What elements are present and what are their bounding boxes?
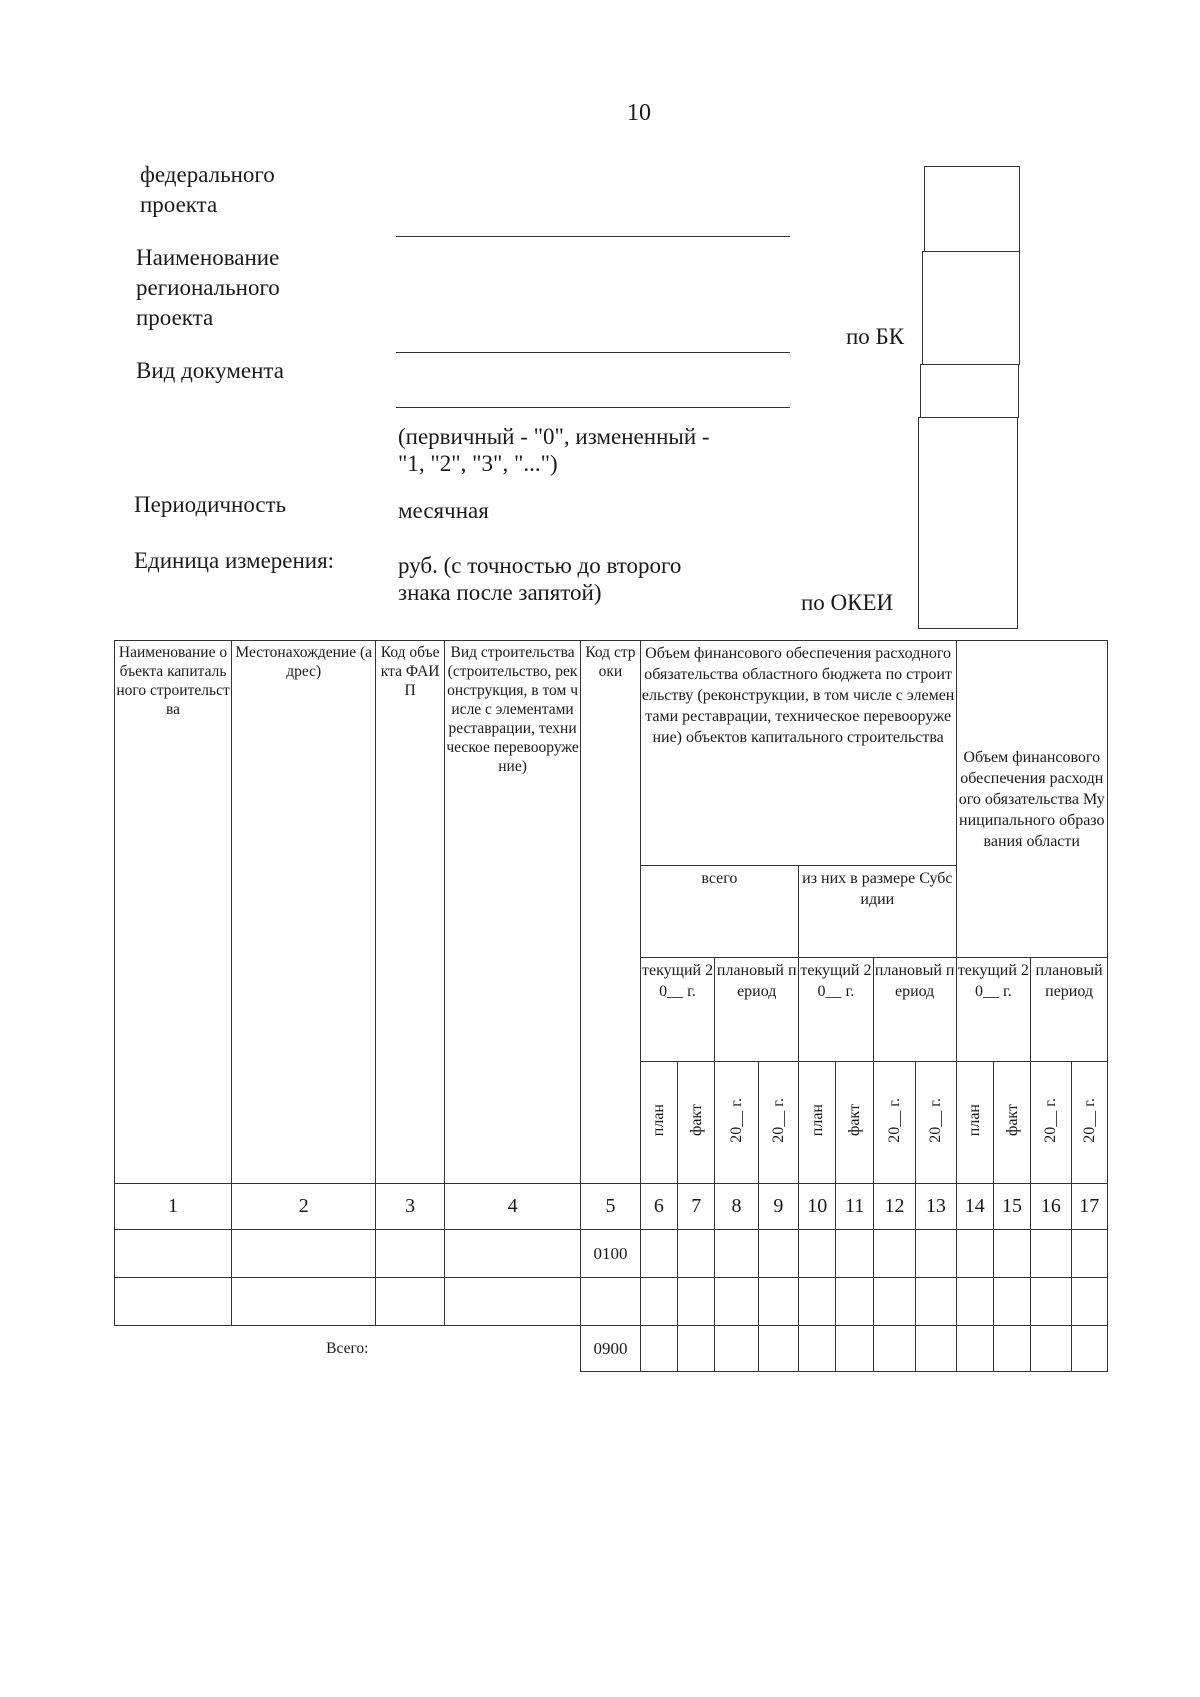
col-header-year-2b: 20__ г. [916,1062,956,1184]
col-number: 15 [993,1184,1030,1230]
col-header-fact-3: факт [993,1062,1030,1184]
table-cell[interactable] [873,1326,915,1372]
table-cell[interactable] [993,1326,1030,1372]
column-numbers-row [115,1184,1108,1230]
financing-table [114,640,1108,1372]
table-cell[interactable] [956,1278,993,1326]
col-header-current-year-2: текущий 20__ г. [799,958,874,1062]
table-cell[interactable] [376,1278,445,1326]
col-header-plan-1: план [640,1062,677,1184]
table-cell[interactable] [758,1278,798,1326]
col-number: 7 [678,1184,715,1230]
col-number: 11 [836,1184,873,1230]
col-number: 4 [444,1184,580,1230]
table-cell[interactable] [758,1326,798,1372]
col-header-year-2a: 20__ г. [873,1062,915,1184]
document-type-fill-line [396,407,790,408]
col-header-planned-period-2: плановый период [873,958,956,1062]
table-cell[interactable] [916,1230,956,1278]
table-cell[interactable] [799,1326,836,1372]
col-number: 8 [715,1184,758,1230]
federal-project-label-line2: проекта [140,192,218,217]
table-cell[interactable] [115,1230,232,1278]
col-number: 17 [1071,1184,1107,1230]
table-cell[interactable] [1071,1230,1107,1278]
regional-project-label-line2: регионального [136,275,280,300]
col-header-year-3a: 20__ г. [1031,1062,1071,1184]
page-number: 10 [627,100,651,126]
col-header-total: всего [640,866,798,958]
code-box-okei [918,417,1018,629]
table-cell[interactable] [1031,1230,1071,1278]
table-cell[interactable] [758,1230,798,1278]
table-cell[interactable] [1031,1326,1071,1372]
table-cell[interactable] [873,1230,915,1278]
table-cell[interactable] [232,1230,376,1278]
col-number: 1 [115,1184,232,1230]
col-number: 13 [916,1184,956,1230]
table-cell[interactable] [640,1230,677,1278]
col-number: 14 [956,1184,993,1230]
document-type-label: Вид документа [136,358,284,383]
table-cell[interactable] [799,1278,836,1326]
document-type-note-line2: "1, "2", "3", "...") [398,451,558,476]
col-number: 16 [1031,1184,1071,1230]
regional-project-label-line3: проекта [136,305,214,330]
regional-project-fill-line [396,352,790,353]
code-box-federal [924,166,1020,252]
total-code-cell: 0900 [581,1326,641,1372]
table-row [115,1230,1108,1278]
col-header-current-year-3: текущий 20__ г. [956,958,1031,1062]
col-number: 9 [758,1184,798,1230]
col-header-subsidy: из них в размере Субсидии [799,866,956,958]
col-header-faip-code: Код объекта ФАИП [376,641,445,1184]
table-cell[interactable] [678,1230,715,1278]
table-cell[interactable] [836,1326,873,1372]
col-number: 2 [232,1184,376,1230]
table-cell[interactable] [993,1278,1030,1326]
table-cell[interactable] [873,1278,915,1326]
table-cell[interactable] [1031,1278,1071,1326]
col-header-row-code: Код строки [581,641,641,1184]
po-bk-label: по БК [846,324,905,349]
col-header-year-1a: 20__ г. [715,1062,758,1184]
table-cell[interactable] [715,1230,758,1278]
table-cell[interactable] [715,1278,758,1326]
col-header-municipal-financing: Объем финансового обеспечения расходного обязательства Муниципального образования области [956,641,1107,958]
table-cell[interactable] [640,1278,677,1326]
header-row-1 [115,641,1108,866]
code-box-bk [922,251,1020,365]
federal-project-label-line1: федерального [140,162,275,187]
col-number: 6 [640,1184,677,1230]
po-okei-label: по ОКЕИ [801,590,894,615]
table-cell[interactable] [444,1278,580,1326]
col-header-plan-2: план [799,1062,836,1184]
table-cell[interactable] [836,1278,873,1326]
col-header-plan-3: план [956,1062,993,1184]
document-type-note-line1: (первичный - "0", измененный - [398,424,710,449]
col-header-current-year-1: текущий 20__ г. [640,958,715,1062]
table-cell[interactable] [581,1278,641,1326]
table-row [115,1278,1108,1326]
col-header-year-1b: 20__ г. [758,1062,798,1184]
table-cell[interactable] [916,1278,956,1326]
row-code-cell: 0100 [581,1230,641,1278]
col-header-year-3b: 20__ г. [1071,1062,1107,1184]
table-cell[interactable] [115,1278,232,1326]
table-cell[interactable] [916,1326,956,1372]
table-cell[interactable] [678,1326,715,1372]
regional-project-label-line1: Наименование [136,245,280,270]
total-row [115,1326,1108,1372]
col-header-planned-period-3: плановый период [1031,958,1108,1062]
col-header-fact-2: факт [836,1062,873,1184]
periodicity-label: Периодичность [134,492,287,517]
col-header-object-name: Наименование объекта капитального строительства [115,641,232,1184]
col-number: 12 [873,1184,915,1230]
periodicity-value: месячная [398,498,489,523]
col-number: 10 [799,1184,836,1230]
table-cell[interactable] [956,1230,993,1278]
col-header-planned-period-1: плановый период [715,958,799,1062]
unit-label: Единица измерения: [134,548,335,573]
col-number: 3 [376,1184,445,1230]
table-cell[interactable] [993,1230,1030,1278]
table-cell[interactable] [678,1278,715,1326]
code-box-doc-type [920,364,1019,418]
total-label: Всего: [326,1340,369,1358]
unit-value-line1: руб. (с точностью до второго [398,553,682,578]
col-header-location: Местонахождение (адрес) [232,641,376,1184]
unit-value [398,552,681,606]
table-cell[interactable] [836,1230,873,1278]
col-header-regional-financing: Объем финансового обеспечения расходного обязательства областного бюджета по строительству (реконструкции, в том числе с элементами реставрации, техническое перевооружение) объектов капитального строительства [640,641,956,866]
federal-project-label [140,160,275,220]
table-cell[interactable] [1071,1278,1107,1326]
table-cell[interactable] [376,1230,445,1278]
table-cell[interactable] [444,1230,580,1278]
col-header-construction-type: Вид строительства (строительство, реконструкция, в том числе с элементами реставрации, техническое перевооружение) [444,641,580,1184]
document-type-note [398,423,710,477]
regional-project-label [136,243,280,333]
col-number: 5 [581,1184,641,1230]
table-cell[interactable] [715,1326,758,1372]
unit-value-line2: знака после запятой) [398,580,602,605]
federal-project-fill-line [396,236,790,237]
table-cell[interactable] [956,1326,993,1372]
table-cell[interactable] [1071,1326,1107,1372]
table-cell[interactable] [640,1326,677,1372]
col-header-fact-1: факт [678,1062,715,1184]
table-cell[interactable] [799,1230,836,1278]
table-cell[interactable] [232,1278,376,1326]
